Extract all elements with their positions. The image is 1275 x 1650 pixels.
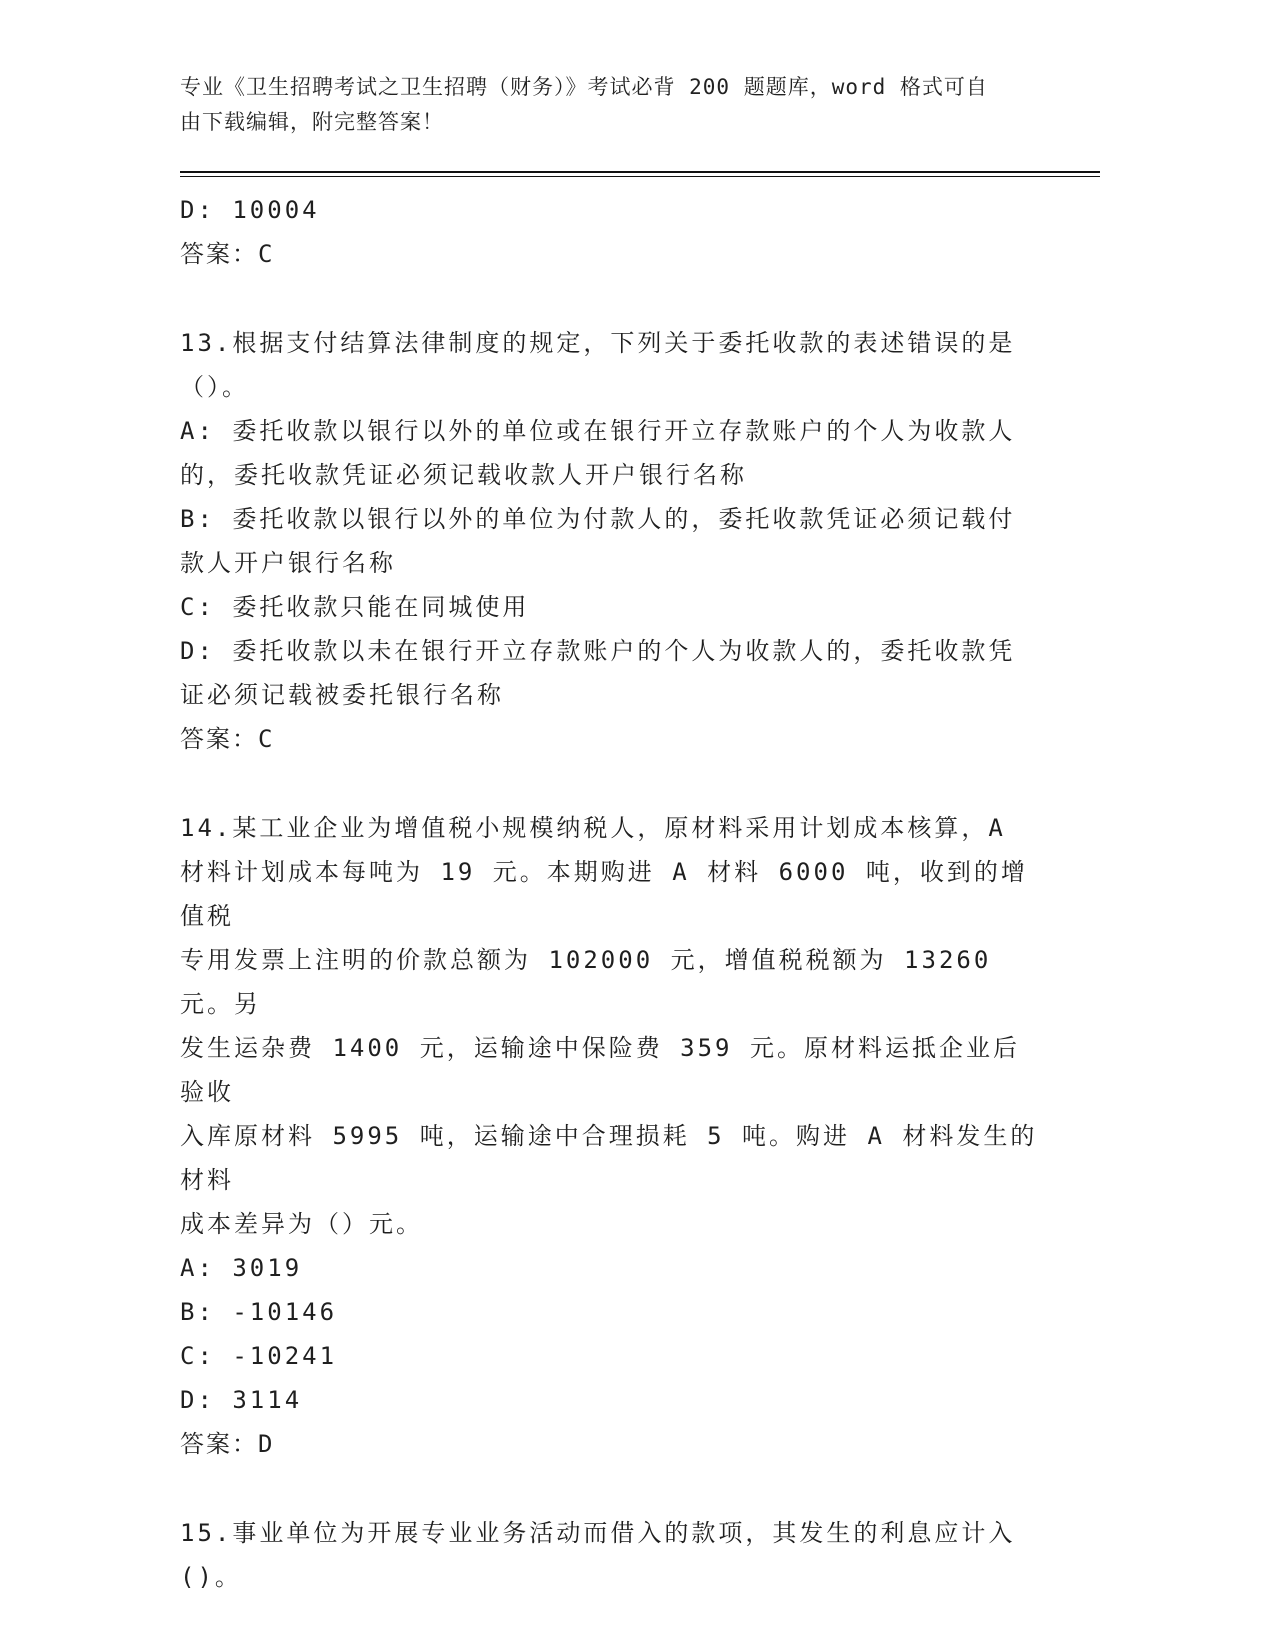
question-15 [180,1511,1040,1599]
question-stem: 13.根据支付结算法律制度的规定，下列关于委托收款的表述错误的是 [180,329,1016,357]
question-stem: 入库原材料 5995 吨，运输途中合理损耗 5 吨。购进 A 材料发生的材料 [180,1122,1038,1194]
option-c: C: 委托收款只能在同城使用 [180,593,530,621]
option-a: A: 3019 [180,1254,303,1282]
option-b: B: 委托收款以银行以外的单位为付款人的，委托收款凭证必须记载付 [180,505,1016,533]
question-stem: 发生运杂费 1400 元，运输途中保险费 359 元。原材料运抵企业后验收 [180,1034,1020,1106]
question-12-tail [180,188,1040,276]
question-stem: （）。 [180,373,249,401]
header-title-line-1: 专业《卫生招聘考试之卫生招聘（财务）》考试必背 200 题题库，word 格式可自 [180,75,988,99]
option-a: 的，委托收款凭证必须记载收款人开户银行名称 [180,461,747,489]
answer: 答案：C [180,240,275,268]
option-b: B: -10146 [180,1298,338,1326]
page-header [180,70,1040,140]
option-d: 证必须记载被委托银行名称 [180,681,504,709]
question-stem: 14.某工业企业为增值税小规模纳税人，原材料采用计划成本核算，A [180,814,1006,842]
question-stem: ()。 [180,1563,242,1591]
question-13 [180,321,1040,761]
spacer [180,1466,1040,1511]
question-content [180,188,1040,1599]
question-stem: 材料计划成本每吨为 19 元。本期购进 A 材料 6000 吨，收到的增值税 [180,858,1028,930]
option-d: D: 委托收款以未在银行开立存款账户的个人为收款人的，委托收款凭 [180,637,1016,665]
header-divider-thick [180,171,1100,173]
option-c: C: -10241 [180,1342,338,1370]
question-stem: 15.事业单位为开展专业业务活动而借入的款项，其发生的利息应计入 [180,1519,1016,1547]
header-title-line-2: 由下载编辑，附完整答案！ [180,110,444,134]
spacer [180,276,1040,321]
question-stem: 专用发票上注明的价款总额为 102000 元，增值税税额为 13260 元。另 [180,946,1009,1018]
option-d: D: 10004 [180,196,320,224]
spacer [180,761,1040,806]
option-d: D: 3114 [180,1386,303,1414]
answer: 答案：C [180,725,275,753]
answer: 答案：D [180,1430,275,1458]
question-stem: 成本差异为（）元。 [180,1210,423,1238]
option-a: A: 委托收款以银行以外的单位或在银行开立存款账户的个人为收款人 [180,417,1016,445]
question-14 [180,806,1040,1466]
header-divider-thin [180,176,1100,177]
option-b: 款人开户银行名称 [180,549,396,577]
